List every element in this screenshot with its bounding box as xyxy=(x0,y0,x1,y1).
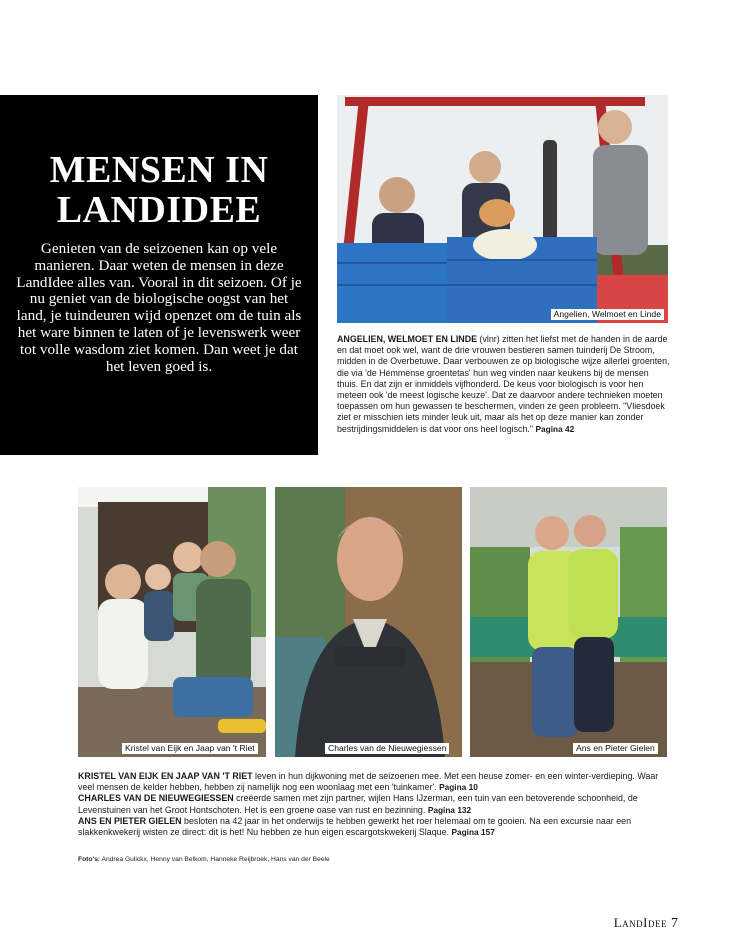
article-lead: ANGELIEN, WELMOET EN LINDE xyxy=(337,334,478,344)
intro-panel xyxy=(0,95,318,455)
photo-caption: Ans en Pieter Gielen xyxy=(573,743,658,754)
article-text: besloten na 42 jaar in het onderwijs te hebben gewerkt het roer helemaal om te gooien. Na een excursie naar een slakkenkwekerij wisten ze direct: dit is het! Nu hebben ze hun eigen escargotskwekerij Slaque. xyxy=(78,815,632,838)
page-folio xyxy=(614,915,678,932)
article-lead: KRISTEL VAN EIJK EN JAAP VAN 'T RIET xyxy=(78,771,253,781)
photo-ans-pieter xyxy=(470,487,667,757)
article-text: creëerde samen met zijn partner, wijlen Hans IJzerman, een tuin van een betoverende schoonheid, de Levenstuinen van het Groot Hontschoten. Het is een groene oase van rust en bezinning. xyxy=(78,793,638,815)
article-kristel-jaap xyxy=(78,771,674,793)
credits-names: Andrea Gulickx, Henny van Belkom, Hanneke Reijbroek, Hans van der Beele xyxy=(100,856,330,863)
photo-credits xyxy=(78,856,330,863)
photo-charles xyxy=(275,487,462,757)
photo-caption: Angelien, Welmoet en Linde xyxy=(551,309,664,320)
article-angelien xyxy=(337,334,670,435)
photo-kristel-jaap xyxy=(78,487,266,757)
page-number: 7 xyxy=(671,916,678,931)
page-reference: Pagina 10 xyxy=(439,782,478,793)
magazine-brand: LandIdee xyxy=(613,915,667,930)
title-line-2: LANDIDEE xyxy=(56,189,262,231)
intro-text: Genieten van de seizoenen kan op vele manieren. Daar weten de mensen in deze LandIdee alles van. Vooral in dit seizoen. Of je nu geniet van de biologische oogst van het land, je tuindeuren wijd openzet om de tuin als het ware binnen te laten of je levenswerk weer tot volle wasdom ziet komen. Dan weet je dat het leven goed is. xyxy=(16,240,302,375)
photo-angelien-welmoet-linde xyxy=(337,95,668,323)
title-line-1: MENSEN IN xyxy=(49,149,269,191)
article-lead: ANS EN PIETER GIELEN xyxy=(78,815,182,826)
photo-caption: Charles van de Nieuwegiessen xyxy=(325,743,449,754)
article-text: (vlnr) zitten het liefst met de handen in de aarde en dat moet ook wel, want de drie vrouwen bestieren samen tuinderij De Stroom, midden in de Overbetuwe. Daar verbouwen ze op biologische wijze allerlei groenten, die via 'de Hemmense groentetas' hun weg vinden naar keukens bij de mensen thuis. En dat zijn er inmiddels vijfhonderd. De keus voor biologisch is voor hen meteen ook 'de meest logische keuze'. Dat ze daarvoor andere technieken moeten toepassen om hun gewassen te beschermen, vinden ze geen probleem. "Vliesdoek ziet er misschien iets minder leuk uit, maar als het op deze manier kan zonder bestrijdingsmiddelen is dat voor ons heel logisch." xyxy=(337,334,670,434)
credits-label: Foto's: xyxy=(78,856,101,863)
page-reference: Pagina 157 xyxy=(451,827,495,838)
page-reference: Pagina 132 xyxy=(427,804,472,815)
page-title xyxy=(0,150,318,230)
article-text: leven in hun dijkwoning met de seizoenen mee. Met een heuse zomer- en een winter-verdieping. Waar veel mensen de kelder hebben, hebben zij namelijk nog een woonlaag met een 'tuinkamer'. xyxy=(78,771,659,793)
article-charles xyxy=(78,793,674,815)
page-reference: Pagina 42 xyxy=(535,423,575,434)
article-ans-pieter xyxy=(78,816,674,838)
photo-caption: Kristel van Eijk en Jaap van 't Riet xyxy=(122,743,258,754)
articles-bottom xyxy=(78,771,674,838)
article-lead: CHARLES VAN DE NIEUWEGIESSEN xyxy=(78,793,234,804)
